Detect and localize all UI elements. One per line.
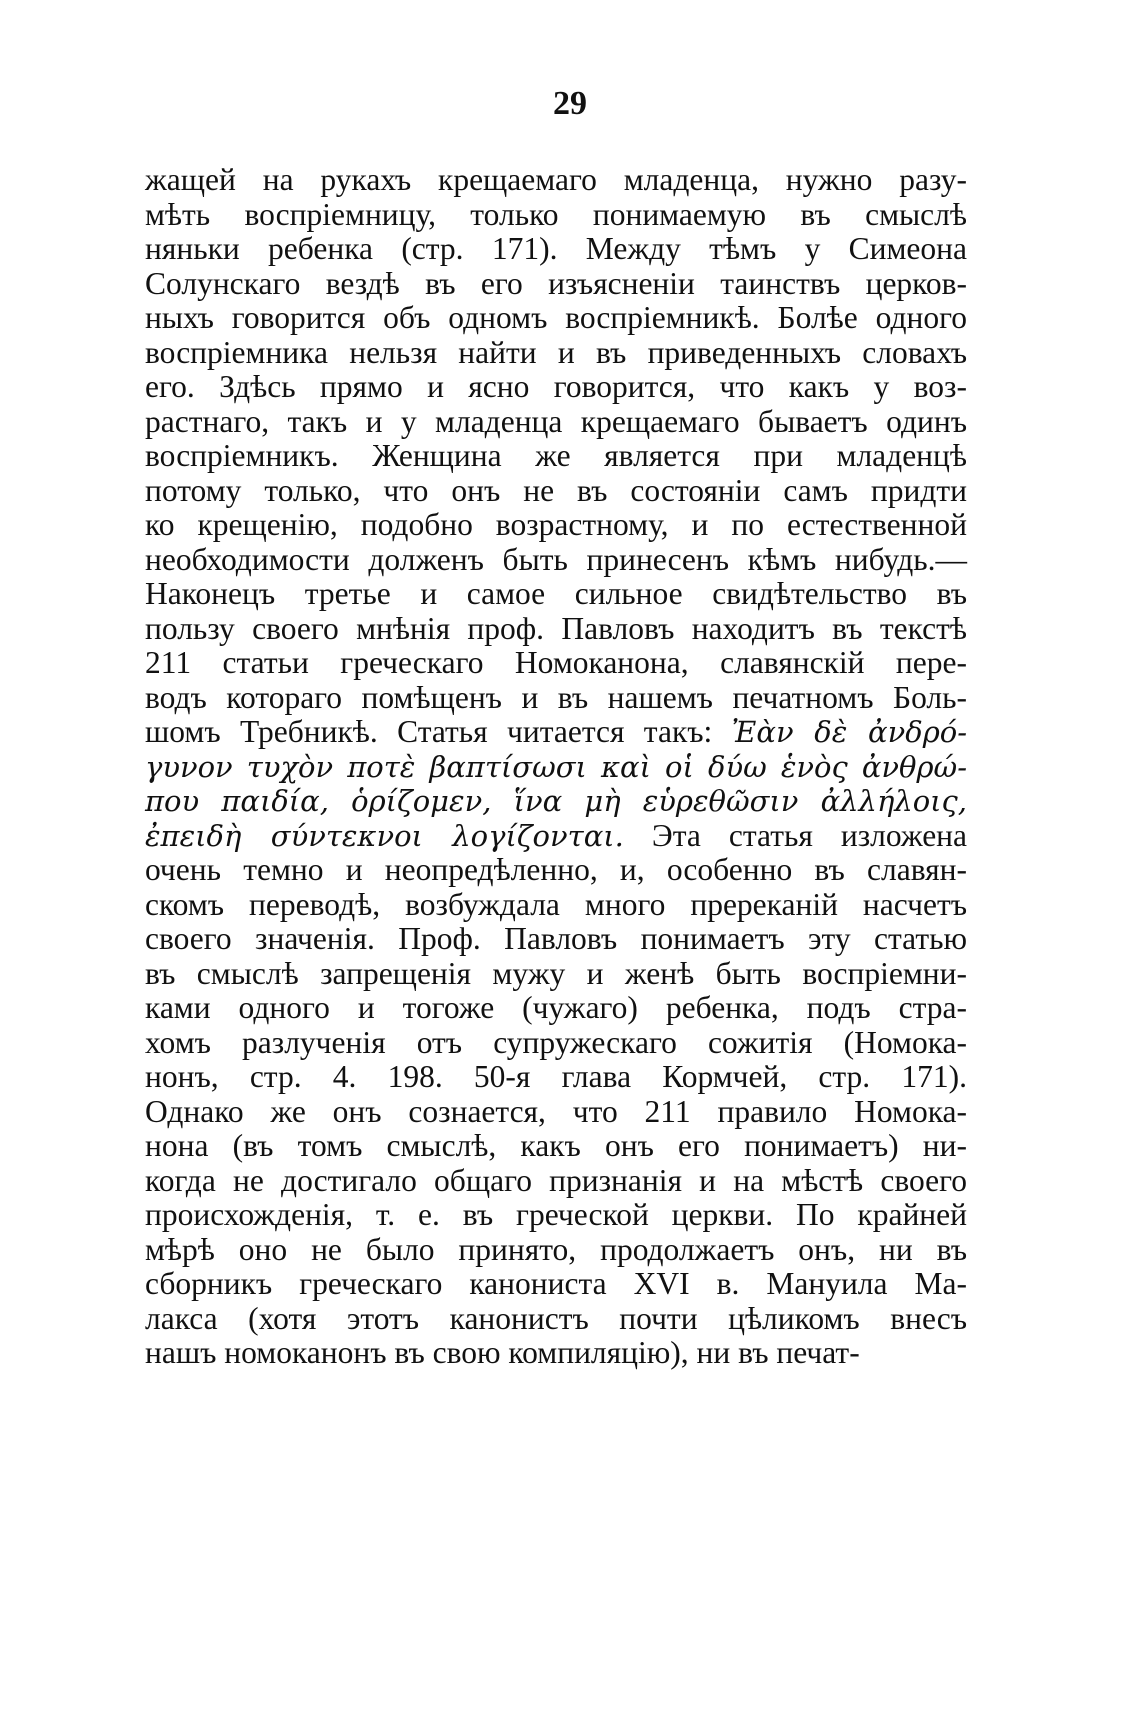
greek-quote-start: Ἐὰν δὲ ἀνδρό-	[731, 715, 968, 749]
text-line-34: лакса (хотя этотъ канонистъ почти цѣликомъ внесъ	[145, 1300, 967, 1336]
text-line-31: происхожденія, т. е. въ греческой церкви. По крайней	[145, 1197, 967, 1232]
text-line-30: когда не достигало общаго признанія и на мѣстѣ своего	[145, 1162, 967, 1198]
text-line-10: потому только, что онъ не въ состояніи самъ придти	[145, 472, 967, 508]
text-line-35: нашъ номоканонъ въ свою компиляцію), ни въ печат-	[145, 1335, 860, 1370]
text-line-23: своего значенія. Проф. Павловъ понимаетъ эту статью	[145, 921, 967, 956]
text-line-5: ныхъ говорится объ одномъ воспріемникѣ. Болѣе одного	[145, 300, 967, 335]
text-line-26: хомъ разлученія отъ супружескаго сожитія (Номока-	[145, 1024, 967, 1060]
text-line-2: мѣть воспріемницу, только понимаемую въ смыслѣ	[145, 196, 967, 232]
text-line-4: Солунскаго вездѣ въ его изъясненіи таинствъ церков-	[145, 265, 967, 301]
text-line-21: очень темно и неопредѣленно, и, особенно въ славян-	[145, 852, 967, 887]
text-line-29: нона (въ томъ смыслѣ, какъ онъ его понимаетъ) ни-	[145, 1128, 967, 1163]
text-line-8: растнаго, такъ и у младенца крещаемаго бываетъ одинъ	[145, 403, 967, 439]
text-line-20-russian: Эта статья изложена	[651, 817, 968, 853]
page-number: 29	[553, 85, 587, 122]
text-line-17-russian: шомъ Требникѣ. Статья читается такъ:	[145, 714, 713, 749]
text-line-9: воспріемникъ. Женщина же является при младенцѣ	[145, 438, 967, 473]
text-line-20	[145, 819, 967, 854]
greek-line-2: που παιδία, ὁρίζομεν, ἵνα μὴ εὑρεθῶσιν ἀλλήλοις,	[145, 784, 967, 818]
text-line-27: нонъ, стр. 4. 198. 50-я глава Кормчей, стр. 171).	[145, 1059, 967, 1094]
text-line-24: въ смыслѣ запрещенія мужу и женѣ быть воспріемни-	[145, 955, 967, 991]
body-text	[145, 163, 967, 1371]
greek-quote-end: ἐπειδὴ σύντεκνοι λογίζονται.	[145, 818, 624, 853]
text-line-3: няньки ребенка (стр. 171). Между тѣмъ у Симеона	[145, 231, 967, 266]
text-line-17	[145, 715, 967, 750]
text-line-13: Наконецъ третье и самое сильное свидѣтельство въ	[145, 576, 967, 611]
text-line-7: его. Здѣсь прямо и ясно говорится, что какъ у воз-	[145, 369, 967, 404]
text-line-33: сборникъ греческаго канониста XVI в. Мануила Ма-	[145, 1266, 967, 1301]
greek-line-1: γυνον τυχὸν ποτὲ βαπτίσωσι καὶ οἱ δύω ἑνὸς ἀνθρώ-	[145, 749, 967, 784]
text-line-1: жащей на рукахъ крещаемаго младенца, нужно разу-	[145, 162, 967, 197]
text-line-28: Однако же онъ сознается, что 211 правило Номока-	[145, 1093, 967, 1129]
text-line-6: воспріемника нельзя найти и въ приведенныхъ словахъ	[145, 334, 967, 370]
text-line-11: ко крещенію, подобно возрастному, и по естественной	[145, 507, 967, 542]
text-line-22: скомъ переводѣ, возбуждала много пререканій насчетъ	[145, 886, 967, 922]
text-line-32: мѣрѣ оно не было принято, продолжаетъ онъ, ни въ	[145, 1231, 967, 1267]
text-line-12: необходимости долженъ быть принесенъ кѣмъ нибудь.—	[145, 541, 967, 577]
text-line-16: водъ котораго помѣщенъ и въ нашемъ печатномъ Боль-	[145, 679, 967, 715]
text-line-14: пользу своего мнѣнія проф. Павловъ находитъ въ текстѣ	[145, 610, 967, 646]
text-line-25: ками одного и тогоже (чужаго) ребенка, подъ стра-	[145, 990, 967, 1025]
text-line-15: 211 статьи греческаго Номоканона, славянскій пере-	[145, 645, 967, 680]
